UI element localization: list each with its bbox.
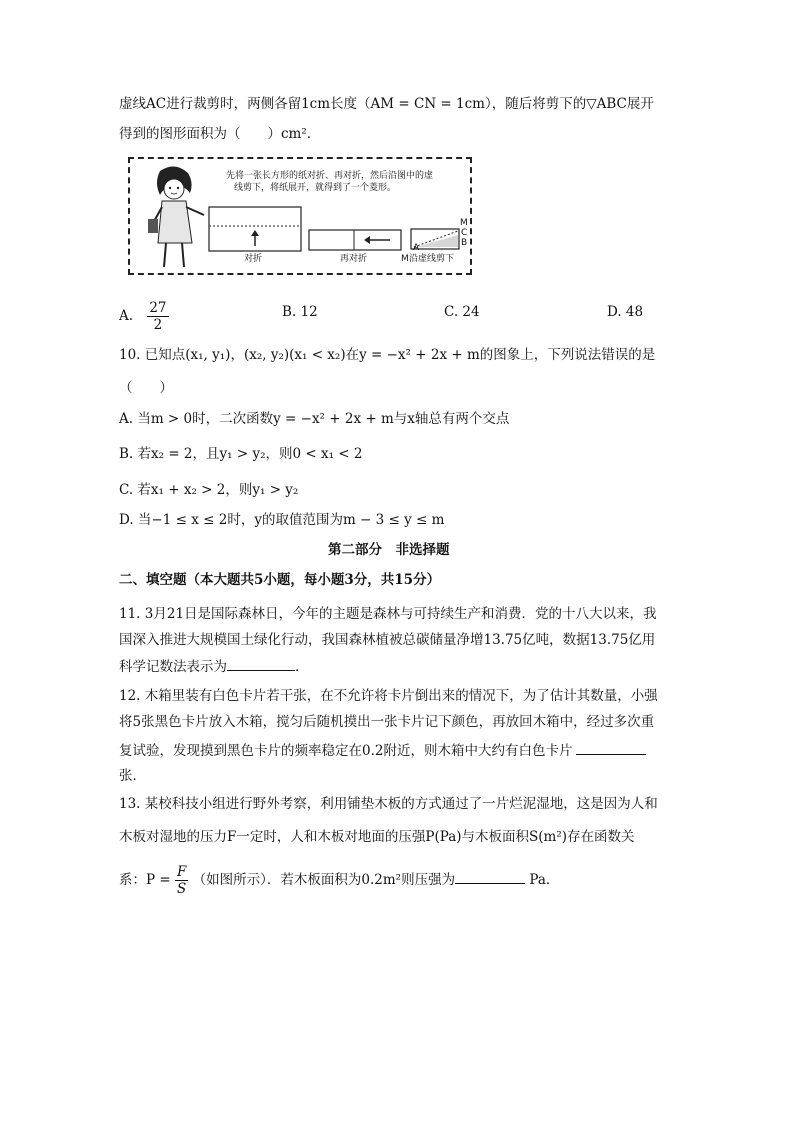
q13-line3: 系：P = $\frac{F}{S}$ （如图所示）．若木板面积为0.2m²则压强为 Pa． [119, 864, 560, 897]
q9-line1: 虚线AC进行裁剪时，两侧各留1cm长度（AM = CN = 1cm），随后将剪下的▽ABC展开 [119, 96, 654, 112]
q11-answer-blank [227, 656, 295, 671]
pt-M-top: M [460, 218, 468, 228]
rect-fold2 [308, 229, 402, 251]
label-fold2: 再对折 [340, 254, 368, 264]
q9-option-a: A. $\frac{27}{2}$ [119, 300, 167, 333]
q11-line3: 科学记数法表示为 ． [119, 656, 309, 677]
part2-title: 第二部分 非选择题 [328, 542, 450, 558]
figure-caption-2: 线剪下，将纸展开，就得到了一个菱形。 [234, 183, 397, 193]
q13-answer-blank [455, 869, 525, 884]
q9-option-c: C. 24 [444, 304, 480, 320]
girl-illustration [140, 163, 210, 271]
figure-caption-1: 先将一张长方形的纸对折、再对折，然后沿图中的虚 [226, 171, 434, 181]
q10-stem-2: （ ） [119, 380, 173, 396]
q10-option-a: A. 当m > 0时，二次函数y = −x² + 2x + m与x轴总有两个交点 [119, 411, 510, 427]
q9-option-b: B. 12 [282, 304, 318, 320]
rect-fold1 [208, 206, 302, 252]
q13-line1: 13. 某校科技小组进行野外考察，利用铺垫木板的方式通过了一片烂泥湿地，这是因为人和 [119, 796, 658, 812]
folding-figure [128, 157, 472, 275]
q10-option-d: D. 当−1 ≤ x ≤ 2时，y的取值范围为m − 3 ≤ y ≤ m [119, 512, 445, 528]
pt-M-bottom: M [401, 254, 409, 264]
q11-line1: 11. 3月21日是国际森林日，今年的主题是森林与可持续生产和消费．党的十八大以来，我 [119, 606, 657, 622]
pt-B: B [461, 238, 468, 248]
section2-title: 二、填空题（本大题共5小题，每小题3分，共15分） [119, 572, 441, 588]
label-fold1: 对折 [244, 254, 263, 264]
q12-line2: 将5张黑色卡片放入木箱，搅匀后随机摸出一张卡片记下颜色，再放回木箱中，经过多次重 [119, 714, 655, 730]
pt-A: A [413, 243, 420, 253]
q9-option-a-fraction: $\frac{27}{2}$ [149, 300, 167, 333]
q12-line1: 12. 木箱里装有白色卡片若干张，在不允许将卡片倒出来的情况下，为了估计其数量，小强 [119, 688, 658, 704]
q13-line2: 木板对湿地的压力F一定时，人和木板对地面的压强P(Pa)与木板面积S(m²)存在函数关 [119, 829, 635, 845]
q11-line2: 国深入推进大规模国土绿化行动，我国森林植被总碳储量净增13.75亿吨，数据13.75亿用 [119, 632, 656, 648]
q10-option-c: C. 若x₁ + x₂ > 2，则y₁ > y₂ [119, 482, 299, 498]
q10-stem-1: 10. 已知点(x₁, y₁)，(x₂, y₂)(x₁ < x₂)在y = −x² + 2x + m的图象上，下列说法错误的是 [119, 347, 656, 363]
q9-option-d: D. 48 [607, 304, 644, 320]
q13-formula-fraction: $\frac{F}{S}$ [176, 864, 187, 897]
pt-C: C [461, 228, 468, 238]
q9-line2: 得到的图形面积为（ ）cm²． [119, 126, 321, 142]
q12-line3: 复试验，发现摸到黑色卡片的频率稳定在0.2附近，则木箱中大约有白色卡片 [119, 740, 646, 761]
q10-option-b: B. 若x₂ = 2，且y₁ > y₂，则0 < x₁ < 2 [119, 446, 363, 462]
label-cut: 沿虚线剪下 [409, 254, 455, 264]
q12-answer-blank [576, 740, 646, 755]
q12-line4: 张． [119, 768, 146, 784]
